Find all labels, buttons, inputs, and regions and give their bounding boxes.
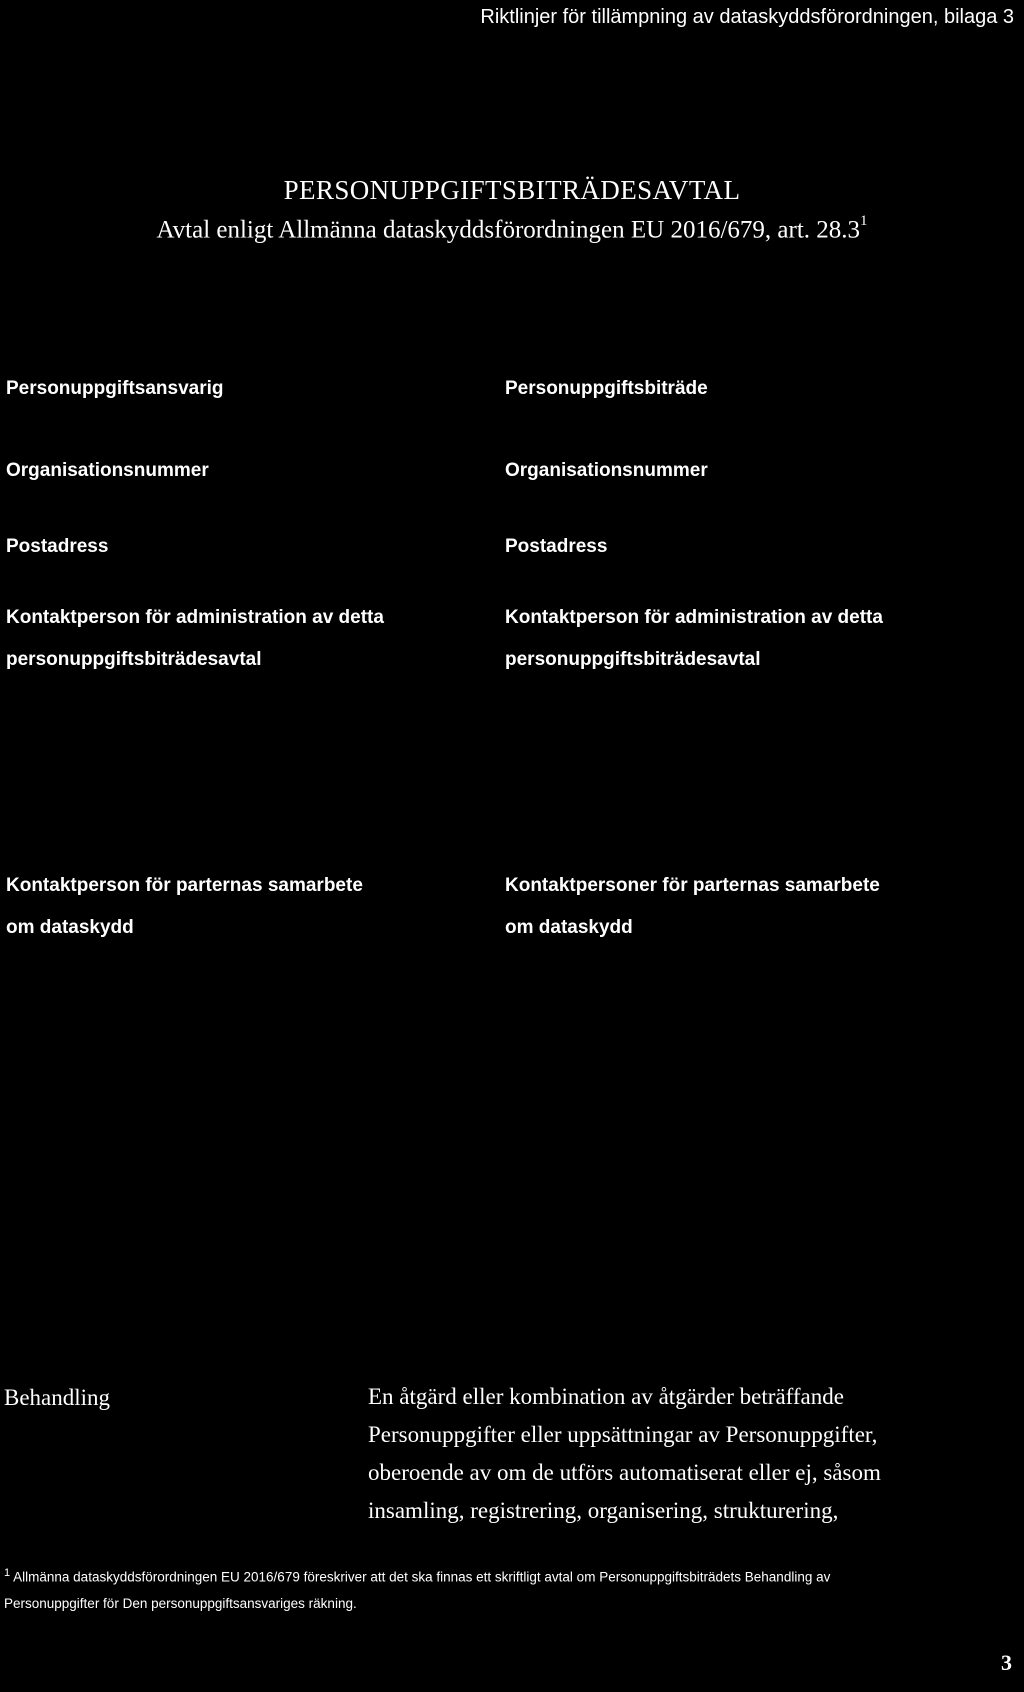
controller-heading: Personuppgiftsansvarig — [6, 378, 224, 399]
processor-address-label: Postadress — [505, 536, 608, 557]
controller-admin-contact-line1: Kontaktperson för administration av detta — [6, 607, 384, 628]
controller-address-label: Postadress — [6, 536, 109, 557]
processor-admin-contact-line2: personuppgiftsbiträdesavtal — [505, 649, 761, 670]
controller-dp-contact-line1: Kontaktperson för parternas samarbete — [6, 875, 363, 896]
footnote-reference: 1 — [860, 213, 868, 229]
definition-line: insamling, registrering, organisering, strukturering, — [368, 1498, 839, 1523]
page-number: 3 — [1001, 1650, 1012, 1675]
footnote-marker: 1 — [4, 1567, 11, 1579]
processor-dp-contact-line1: Kontaktpersoner för parternas samarbete — [505, 875, 880, 896]
document-title: PERSONUPPGIFTSBITRÄDESAVTAL — [283, 175, 741, 205]
definition-text — [368, 1378, 1008, 1530]
footnote-line1 — [4, 1560, 1020, 1591]
processor-admin-contact-label — [505, 597, 883, 681]
processor-org-number-label: Organisationsnummer — [505, 460, 708, 481]
subtitle-text: Avtal enligt Allmänna dataskyddsförordningen EU 2016/679, art. 28.3 — [156, 216, 861, 244]
controller-dp-contact-label — [6, 865, 363, 949]
controller-org-number-label: Organisationsnummer — [6, 460, 209, 481]
running-header: Riktlinjer för tillämpning av dataskyddsförordningen, bilaga 3 — [480, 6, 1014, 28]
definition-line: En åtgärd eller kombination av åtgärder beträffande — [368, 1384, 844, 1409]
processor-dp-contact-label — [505, 865, 880, 949]
controller-admin-contact-line2: personuppgiftsbiträdesavtal — [6, 649, 262, 670]
processor-heading: Personuppgiftsbiträde — [505, 378, 708, 399]
definition-line: oberoende av om de utförs automatiserat eller ej, såsom — [368, 1460, 881, 1485]
controller-dp-contact-line2: om dataskydd — [6, 917, 134, 938]
document-subtitle — [0, 213, 1024, 244]
processor-dp-contact-line2: om dataskydd — [505, 917, 633, 938]
footnote-line2: Personuppgifter för Den personuppgiftsansvariges räkning. — [4, 1595, 357, 1611]
footnote — [4, 1560, 1020, 1617]
processor-admin-contact-line1: Kontaktperson för administration av detta — [505, 607, 883, 628]
definition-line: Personuppgifter eller uppsättningar av Personuppgifter, — [368, 1422, 878, 1447]
footnote-text-line1: Allmänna dataskyddsförordningen EU 2016/679 föreskriver att det ska finnas ett skriftligt avtal om Personuppgiftsbiträdets Behandling av — [13, 1569, 831, 1585]
definition-term: Behandling — [4, 1385, 111, 1410]
controller-admin-contact-label — [6, 597, 384, 681]
